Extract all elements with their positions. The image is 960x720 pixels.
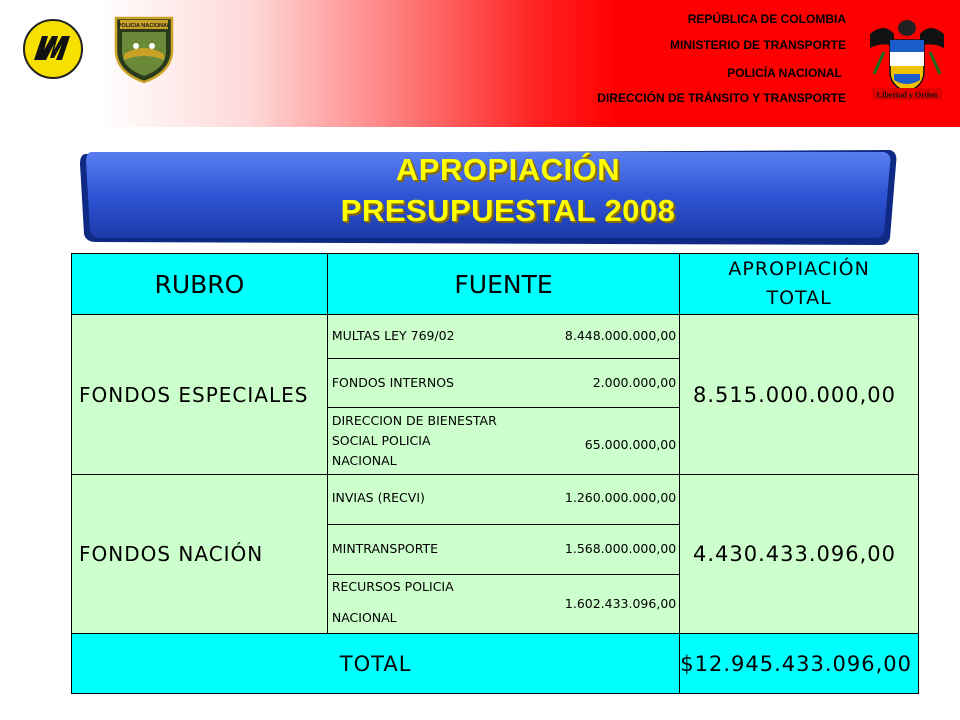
source-row xyxy=(328,315,679,359)
header-apropiacion xyxy=(680,254,919,315)
source-row xyxy=(328,408,679,474)
transport-logo-icon xyxy=(22,18,84,80)
group-total: 8.515.000.000,00 xyxy=(680,315,919,475)
coat-of-arms-icon xyxy=(864,16,950,106)
header-line-ministry: MINISTERIO DE TRANSPORTE xyxy=(669,38,846,52)
source-name: NACIONAL xyxy=(331,610,397,625)
source-name: INVIAS (RECVI) xyxy=(331,490,425,505)
source-amount: 8.448.000.000,00 xyxy=(564,328,677,343)
header-line-republic: REPÚBLICA DE COLOMBIA xyxy=(687,12,846,26)
header-fuente: FUENTE xyxy=(327,254,679,315)
header-rubro: RUBRO xyxy=(72,254,328,315)
banner-title-line2: PRESUPUESTAL 2008 xyxy=(340,193,676,228)
source-name: RECURSOS POLICIA xyxy=(331,579,454,594)
police-shield-icon xyxy=(110,12,178,84)
source-amount: 2.000.000,00 xyxy=(592,375,677,390)
source-name: MINTRANSPORTE xyxy=(331,541,439,556)
source-name: FONDOS INTERNOS xyxy=(331,375,454,390)
header-apropiacion-line2: TOTAL xyxy=(766,287,832,309)
table-row xyxy=(72,315,919,475)
source-amount: 1.602.433.096,00 xyxy=(564,596,677,611)
source-name: NACIONAL xyxy=(331,453,397,468)
source-amount: 65.000.000,00 xyxy=(584,437,677,452)
sources-cell xyxy=(327,475,679,634)
group-total: 4.430.433.096,00 xyxy=(680,475,919,634)
sources-cell xyxy=(327,315,679,475)
grand-total: $12.945.433.096,00 xyxy=(680,634,919,694)
coat-motto: Libertad y Orden xyxy=(876,90,938,100)
source-name: MULTAS LEY 769/02 xyxy=(331,328,455,343)
source-row xyxy=(328,475,679,525)
source-list xyxy=(328,475,679,633)
source-row xyxy=(328,359,679,408)
table-total-row xyxy=(72,634,919,694)
source-amount: 1.568.000.000,00 xyxy=(564,541,677,556)
budget-table xyxy=(71,253,919,694)
source-list xyxy=(328,315,679,474)
police-shield-text: POLICIA NACIONAL xyxy=(117,23,171,29)
header-apropiacion-line1: APROPIACIÓN xyxy=(728,258,870,280)
table-row xyxy=(72,475,919,634)
rubro-fondos-especiales: FONDOS ESPECIALES xyxy=(72,315,328,475)
header-line-direction: DIRECCIÓN DE TRÁNSITO Y TRANSPORTE xyxy=(597,91,846,105)
banner-title-line1: APROPIACIÓN xyxy=(395,152,621,187)
source-row xyxy=(328,575,679,633)
header-line-police: POLICÍA NACIONAL xyxy=(727,66,842,80)
source-row xyxy=(328,525,679,575)
source-name: SOCIAL POLICIA xyxy=(331,433,431,448)
rubro-fondos-nacion: FONDOS NACIÓN xyxy=(72,475,328,634)
source-amount: 1.260.000.000,00 xyxy=(564,490,677,505)
table-header-row xyxy=(72,254,919,315)
total-label: TOTAL xyxy=(72,634,680,694)
source-name: DIRECCION DE BIENESTAR xyxy=(331,413,497,428)
